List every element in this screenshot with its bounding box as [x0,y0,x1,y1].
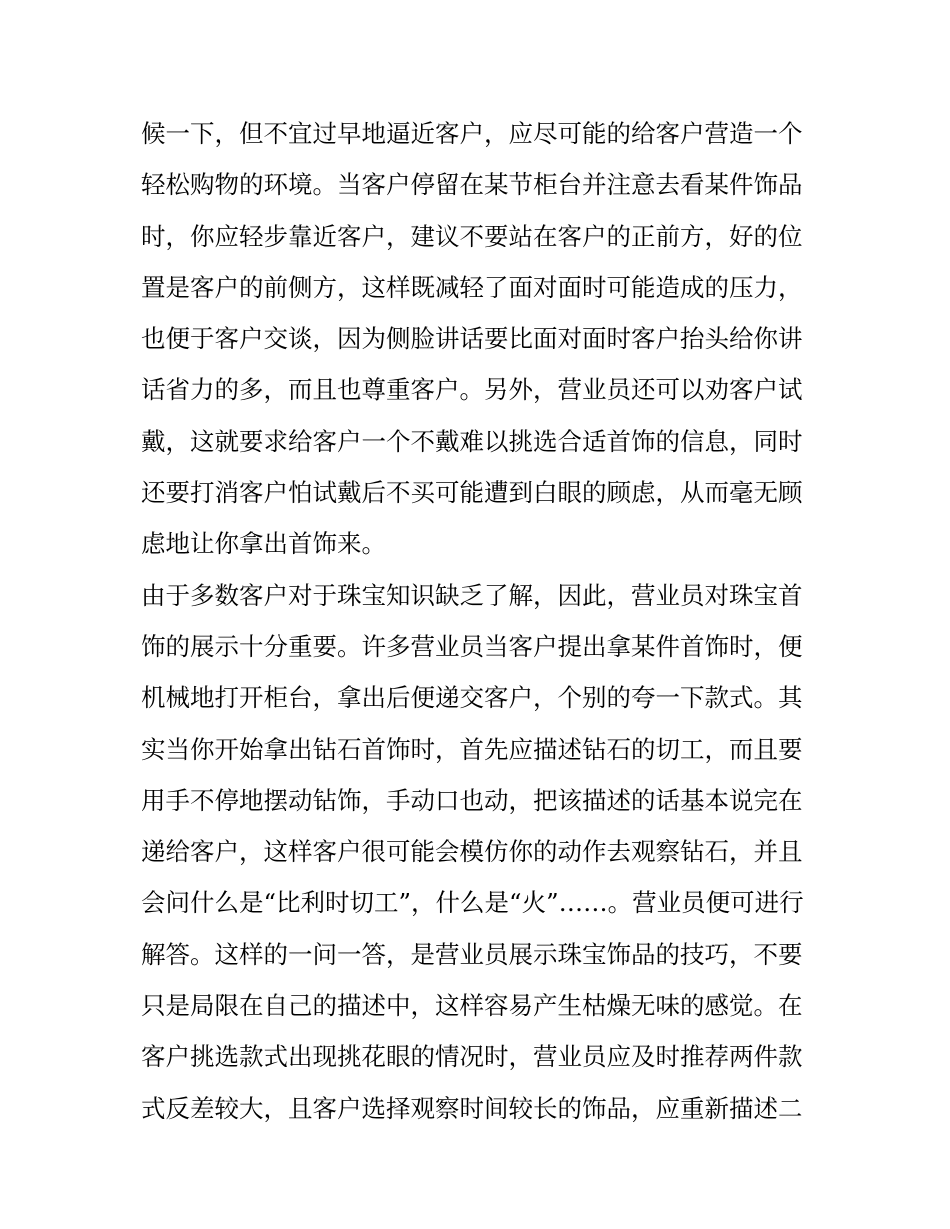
text-line: 递给客户，这样客户很可能会模仿你的动作去观察钻石，并且 [141,837,803,867]
text-line: 戴，这就要求给客户一个不戴难以挑选合适首饰的信息，同时 [141,426,803,456]
body-text [141,108,813,1134]
text-line: 客户挑选款式出现挑花眼的情况时，营业员应及时推荐两件款 [141,1042,803,1072]
text-line: 饰的展示十分重要。许多营业员当客户提出拿某件首饰时，便 [141,631,803,661]
text-line: 由于多数客户对于珠宝知识缺乏了解，因此，营业员对珠宝首 [141,580,803,610]
text-line: 虑地让你拿出首饰来。 [141,529,386,559]
text-line: 也便于客户交谈，因为侧脸讲话要比面对面时客户抬头给你讲 [141,324,803,354]
text-line: 置是客户的前侧方，这样既减轻了面对面时可能造成的压力， [141,272,803,302]
text-line: 会问什么是“比利时切工”，什么是“火”……。营业员便可进行 [141,888,804,918]
text-line: 时，你应轻步靠近客户，建议不要站在客户的正前方，好的位 [141,221,803,251]
text-line: 机械地打开柜台，拿出后便递交客户，个别的夸一下款式。其 [141,683,803,713]
text-line: 用手不停地摆动钻饰，手动口也动，把该描述的话基本说完在 [141,785,803,815]
text-line: 还要打消客户怕试戴后不买可能遭到白眼的顾虑，从而毫无顾 [141,478,803,508]
text-line: 候一下，但不宜过早地逼近客户，应尽可能的给客户营造一个 [141,119,803,148]
text-line: 解答。这样的一问一答，是营业员展示珠宝饰品的技巧，不要 [141,939,803,969]
text-line: 实当你开始拿出钻石首饰时，首先应描述钻石的切工，而且要 [141,734,803,764]
text-line: 轻松购物的环境。当客户停留在某节柜台并注意去看某件饰品 [141,170,803,200]
text-line: 式反差较大，且客户选择观察时间较长的饰品，应重新描述二 [141,1093,803,1123]
text-line: 话省力的多，而且也尊重客户。另外，营业员还可以劝客户试 [141,375,803,405]
text-line: 只是局限在自己的描述中，这样容易产生枯燥无味的感觉。在 [141,991,803,1021]
